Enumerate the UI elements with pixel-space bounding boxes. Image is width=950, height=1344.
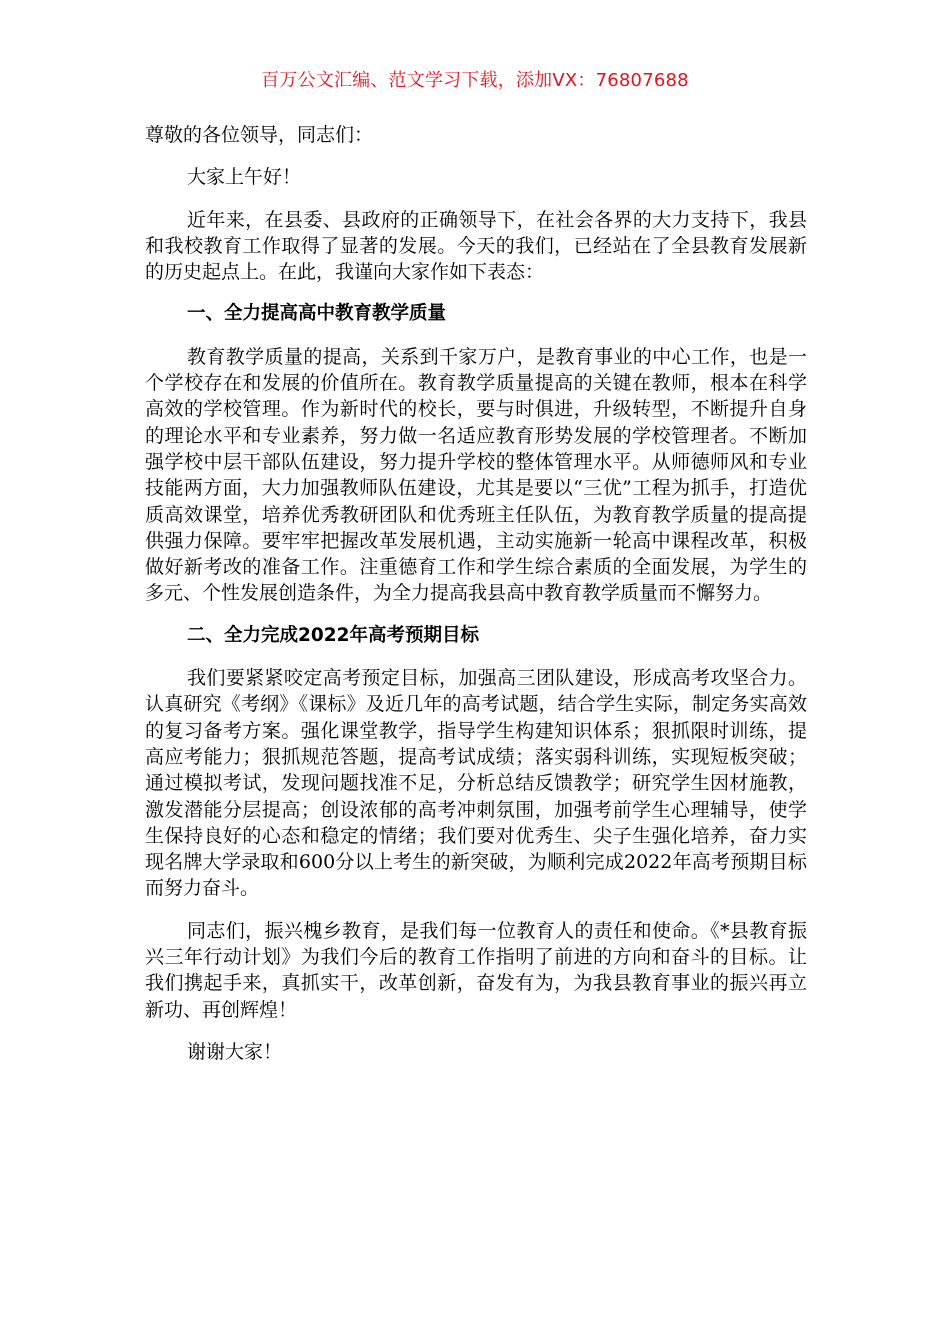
document-body [145, 122, 807, 1081]
intro-paragraph: 近年来，在县委、县政府的正确领导下，在社会各界的大力支持下，我县和我校教育工作取得了显著的发展。今天的我们，已经站在了全县教育发展新的历史起点上。在此，我谨向大家作如下表态： [145, 208, 807, 284]
thanks-line: 谢谢大家！ [187, 1040, 283, 1063]
header-banner: 百万公文汇编、范文学习下载，添加VX：76807688 [261, 70, 689, 91]
section-1-heading: 一、全力提高高中教育教学质量 [187, 303, 447, 325]
closing-paragraph: 同志们，振兴槐乡教育，是我们每一位教育人的责任和使命。《*县教育振兴三年行动计划》为我们今后的教育工作指明了前进的方向和奋斗的目标。让我们携起手来，真抓实干，改革创新，奋发有为，为我县教育事业的振兴再立新功、再创辉煌！ [145, 919, 807, 1021]
greeting-line: 大家上午好！ [187, 166, 302, 189]
section-1-paragraph: 教育教学质量的提高，关系到千家万户，是教育事业的中心工作，也是一个学校存在和发展的价值所在。教育教学质量提高的关键在教师，根本在科学高效的学校管理。作为新时代的校长，要与时俱进，升级转型，不断提升自身的理论水平和专业素养，努力做一名适应教育形势发展的学校管理者。不断加强学校中层干部队伍建设，努力提升学校的整体管理水平。从师德师风和专业技能两方面，大力加强教师队伍建设，尤其是要以“三优”工程为抓手，打造优质高效课堂，培养优秀教研团队和优秀班主任队伍，为教育教学质量的提高提供强力保障。要牢牢把握改革发展机遇，主动实施新一轮高中课程改革，积极做好新考改的准备工作。注重德育工作和学生综合素质的全面发展，为学生的多元、个性发展创造条件，为全力提高我县高中教育教学质量而不懈努力。 [145, 345, 807, 605]
section-2-paragraph: 我们要紧紧咬定高考预定目标，加强高三团队建设，形成高考攻坚合力。认真研究《考纲》《课标》及近几年的高考试题，结合学生实际，制定务实高效的复习备考方案。强化课堂教学，指导学生构建知识体系；狠抓限时训练，提高应考能力；狠抓规范答题，提高考试成绩；落实弱科训练，实现短板突破；通过模拟考试，发现问题找准不足，分析总结反馈教学；研究学生因材施教，激发潜能分层提高；创设浓郁的高考冲刺氛围，加强考前学生心理辅导，使学生保持良好的心态和稳定的情绪；我们要对优秀生、尖子生强化培养，奋力实现名牌大学录取和600分以上考生的新突破，为顺利完成2022年高考预期目标而努力奋斗。 [145, 667, 807, 900]
section-2-heading: 二、全力完成2022年高考预期目标 [187, 624, 479, 646]
salutation: 尊敬的各位领导，同志们： [145, 124, 374, 146]
